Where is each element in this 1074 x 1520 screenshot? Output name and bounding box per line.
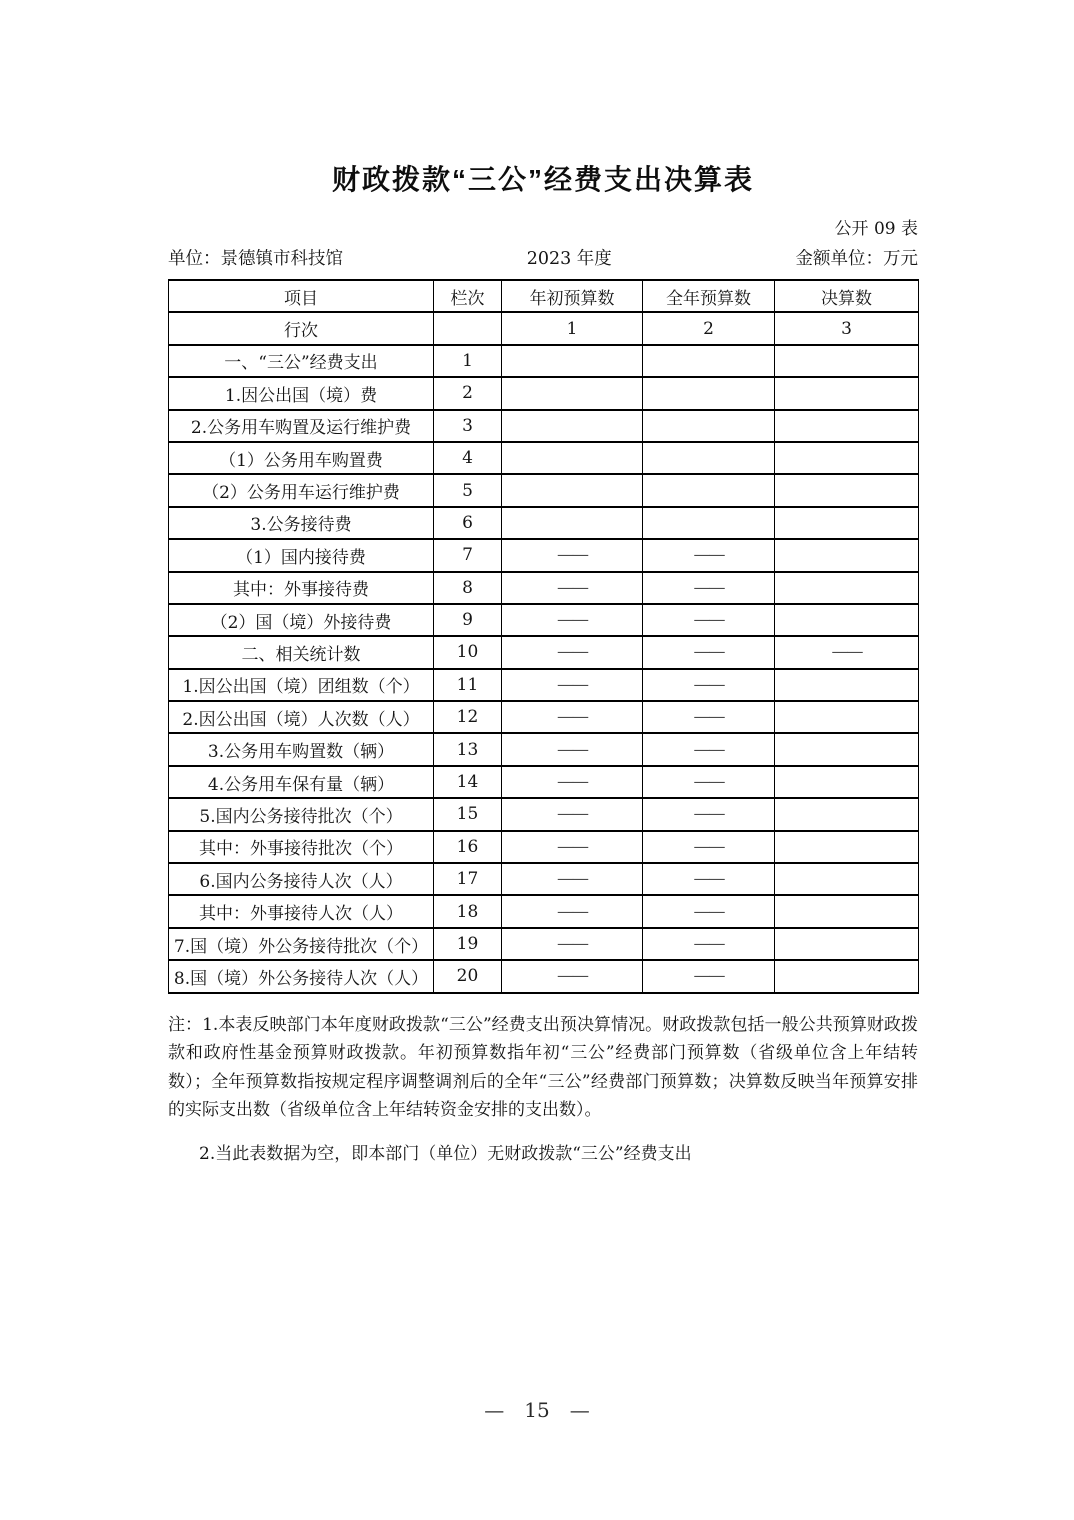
row-value-dash-cell: —— bbox=[502, 669, 643, 701]
row-value-dash-cell: —— bbox=[502, 766, 643, 798]
row-value-dash-cell: —— bbox=[775, 636, 919, 668]
form-code: 公开 09 表 bbox=[834, 219, 918, 239]
row-value-dash-cell: —— bbox=[502, 733, 643, 765]
table-row bbox=[169, 669, 919, 701]
table-row bbox=[169, 377, 919, 409]
row-item-label: 3.公务用车购置数（辆） bbox=[169, 733, 434, 765]
column-header-annual-budget: 全年预算数 bbox=[643, 280, 775, 312]
row-line-number: 17 bbox=[434, 863, 502, 895]
row-value-empty-cell bbox=[775, 539, 919, 571]
row-item-label: （2）公务用车运行维护费 bbox=[169, 474, 434, 506]
row-value-dash-cell: —— bbox=[502, 604, 643, 636]
page-number-value: 15 bbox=[524, 1398, 550, 1422]
row-value-dash-cell: —— bbox=[502, 636, 643, 668]
page-number-left-dash: — bbox=[484, 1398, 505, 1422]
table-row bbox=[169, 701, 919, 733]
row-line-number: 5 bbox=[434, 474, 502, 506]
row-line-number: 20 bbox=[434, 960, 502, 992]
row-value-empty-cell bbox=[643, 507, 775, 539]
row-value-empty-cell bbox=[775, 377, 919, 409]
row-line-number: 1 bbox=[434, 345, 502, 377]
amount-unit-label: 金额单位：万元 bbox=[795, 249, 918, 269]
note-2: 2.当此表数据为空，即本部门（单位）无财政拨款“三公”经费支出 bbox=[199, 1143, 692, 1164]
table-header-row bbox=[169, 280, 919, 312]
row-value-dash-cell: —— bbox=[643, 831, 775, 863]
table-row bbox=[169, 507, 919, 539]
column-number: 2 bbox=[643, 312, 775, 344]
row-value-dash-cell: —— bbox=[502, 895, 643, 927]
row-value-empty-cell bbox=[775, 831, 919, 863]
row-line-number: 18 bbox=[434, 895, 502, 927]
row-value-dash-cell: —— bbox=[502, 960, 643, 992]
row-item-label: （1）公务用车购置费 bbox=[169, 442, 434, 474]
page-number bbox=[0, 1398, 1074, 1422]
row-item-label: 7.国（境）外公务接待批次（个） bbox=[169, 928, 434, 960]
table-row bbox=[169, 733, 919, 765]
row-value-empty-cell bbox=[775, 507, 919, 539]
table-row-index-header bbox=[169, 312, 919, 344]
table-meta-line bbox=[168, 245, 918, 270]
page-number-right-dash: — bbox=[569, 1398, 590, 1422]
row-item-label: 3.公务接待费 bbox=[169, 507, 434, 539]
row-item-label: 二、相关统计数 bbox=[169, 636, 434, 668]
table-row bbox=[169, 572, 919, 604]
document-page bbox=[168, 0, 918, 1169]
column-header-column-index: 栏次 bbox=[434, 280, 502, 312]
row-line-number: 14 bbox=[434, 766, 502, 798]
row-value-empty-cell bbox=[502, 410, 643, 442]
row-value-empty-cell bbox=[775, 960, 919, 992]
row-value-dash-cell: —— bbox=[502, 863, 643, 895]
row-line-number: 4 bbox=[434, 442, 502, 474]
table-row bbox=[169, 539, 919, 571]
row-value-empty-cell bbox=[775, 410, 919, 442]
row-item-label: （1）国内接待费 bbox=[169, 539, 434, 571]
row-value-dash-cell: —— bbox=[643, 604, 775, 636]
row-value-empty-cell bbox=[775, 442, 919, 474]
row-item-label: 2.因公出国（境）人次数（人） bbox=[169, 701, 434, 733]
row-value-dash-cell: —— bbox=[643, 766, 775, 798]
row-line-number: 13 bbox=[434, 733, 502, 765]
row-value-empty-cell bbox=[775, 572, 919, 604]
row-value-empty-cell bbox=[643, 474, 775, 506]
row-value-dash-cell: —— bbox=[643, 572, 775, 604]
row-line-number: 6 bbox=[434, 507, 502, 539]
three-public-expense-table bbox=[168, 279, 919, 994]
notes-section bbox=[168, 1011, 918, 1169]
row-item-label: 其中：外事接待批次（个） bbox=[169, 831, 434, 863]
row-item-label: 6.国内公务接待人次（人） bbox=[169, 863, 434, 895]
row-value-empty-cell bbox=[775, 766, 919, 798]
row-item-label: 2.公务用车购置及运行维护费 bbox=[169, 410, 434, 442]
row-item-label: 8.国（境）外公务接待人次（人） bbox=[169, 960, 434, 992]
empty-header-cell bbox=[434, 312, 502, 344]
row-value-dash-cell: —— bbox=[502, 701, 643, 733]
row-item-label: 1.因公出国（境）团组数（个） bbox=[169, 669, 434, 701]
row-value-dash-cell: —— bbox=[643, 960, 775, 992]
row-value-dash-cell: —— bbox=[643, 539, 775, 571]
row-line-number: 8 bbox=[434, 572, 502, 604]
row-value-dash-cell: —— bbox=[502, 798, 643, 830]
row-value-dash-cell: —— bbox=[643, 733, 775, 765]
table-row bbox=[169, 798, 919, 830]
row-value-empty-cell bbox=[775, 798, 919, 830]
row-value-dash-cell: —— bbox=[502, 928, 643, 960]
table-row bbox=[169, 442, 919, 474]
row-value-empty-cell bbox=[775, 733, 919, 765]
row-item-label: 4.公务用车保有量（辆） bbox=[169, 766, 434, 798]
column-header-final-accounts: 决算数 bbox=[775, 280, 919, 312]
row-line-number: 3 bbox=[434, 410, 502, 442]
table-row bbox=[169, 604, 919, 636]
row-line-number: 11 bbox=[434, 669, 502, 701]
row-value-empty-cell bbox=[775, 863, 919, 895]
column-number: 3 bbox=[775, 312, 919, 344]
row-value-empty-cell bbox=[775, 669, 919, 701]
row-line-number: 15 bbox=[434, 798, 502, 830]
row-value-empty-cell bbox=[775, 701, 919, 733]
row-line-number: 9 bbox=[434, 604, 502, 636]
table-row bbox=[169, 863, 919, 895]
row-line-number: 7 bbox=[434, 539, 502, 571]
row-line-number: 19 bbox=[434, 928, 502, 960]
table-row bbox=[169, 928, 919, 960]
row-value-empty-cell bbox=[643, 442, 775, 474]
row-value-dash-cell: —— bbox=[643, 636, 775, 668]
row-line-number: 12 bbox=[434, 701, 502, 733]
row-value-empty-cell bbox=[502, 377, 643, 409]
table-row bbox=[169, 410, 919, 442]
row-line-number: 10 bbox=[434, 636, 502, 668]
table-row bbox=[169, 831, 919, 863]
row-value-empty-cell bbox=[643, 410, 775, 442]
row-value-dash-cell: —— bbox=[643, 669, 775, 701]
row-item-label: 其中：外事接待人次（人） bbox=[169, 895, 434, 927]
row-value-dash-cell: —— bbox=[643, 701, 775, 733]
row-index-label: 行次 bbox=[169, 312, 434, 344]
row-value-empty-cell bbox=[775, 474, 919, 506]
unit-label: 单位：景德镇市科技馆 bbox=[168, 249, 343, 269]
row-value-empty-cell bbox=[502, 507, 643, 539]
row-value-dash-cell: —— bbox=[502, 831, 643, 863]
row-value-empty-cell bbox=[643, 345, 775, 377]
row-value-empty-cell bbox=[775, 604, 919, 636]
column-header-initial-budget: 年初预算数 bbox=[502, 280, 643, 312]
row-value-dash-cell: —— bbox=[643, 928, 775, 960]
row-value-empty-cell bbox=[775, 345, 919, 377]
column-number: 1 bbox=[502, 312, 643, 344]
table-row bbox=[169, 766, 919, 798]
row-item-label: 5.国内公务接待批次（个） bbox=[169, 798, 434, 830]
page-title: 财政拨款“三公”经费支出决算表 bbox=[331, 164, 754, 195]
row-item-label: 一、“三公”经费支出 bbox=[169, 345, 434, 377]
row-value-empty-cell bbox=[775, 895, 919, 927]
fiscal-year-label: 2023 年度 bbox=[526, 249, 612, 269]
row-value-dash-cell: —— bbox=[643, 863, 775, 895]
table-row bbox=[169, 960, 919, 992]
row-item-label: 其中：外事接待费 bbox=[169, 572, 434, 604]
table-row bbox=[169, 474, 919, 506]
row-line-number: 2 bbox=[434, 377, 502, 409]
row-value-dash-cell: —— bbox=[502, 572, 643, 604]
row-value-dash-cell: —— bbox=[643, 798, 775, 830]
row-value-dash-cell: —— bbox=[502, 539, 643, 571]
row-item-label: 1.因公出国（境）费 bbox=[169, 377, 434, 409]
table-row bbox=[169, 636, 919, 668]
column-header-item: 项目 bbox=[169, 280, 434, 312]
table-row bbox=[169, 895, 919, 927]
row-value-empty-cell bbox=[502, 345, 643, 377]
note-1: 注：1.本表反映部门本年度财政拨款“三公”经费支出预决算情况。财政拨款包括一般公共预算财政拨款和政府性基金预算财政拨款。年初预算数指年初“三公”经费部门预算数（省级单位含上年结转数）；全年预算数指按规定程序调整调剂后的全年“三公”经费部门预算数；决算数反映当年预算安排的实际支出数（省级单位含上年结转资金安排的支出数）。 bbox=[168, 1014, 918, 1121]
row-line-number: 16 bbox=[434, 831, 502, 863]
row-value-empty-cell bbox=[643, 377, 775, 409]
row-value-empty-cell bbox=[502, 474, 643, 506]
row-item-label: （2）国（境）外接待费 bbox=[169, 604, 434, 636]
row-value-empty-cell bbox=[502, 442, 643, 474]
row-value-empty-cell bbox=[775, 928, 919, 960]
row-value-dash-cell: —— bbox=[643, 895, 775, 927]
table-row bbox=[169, 345, 919, 377]
